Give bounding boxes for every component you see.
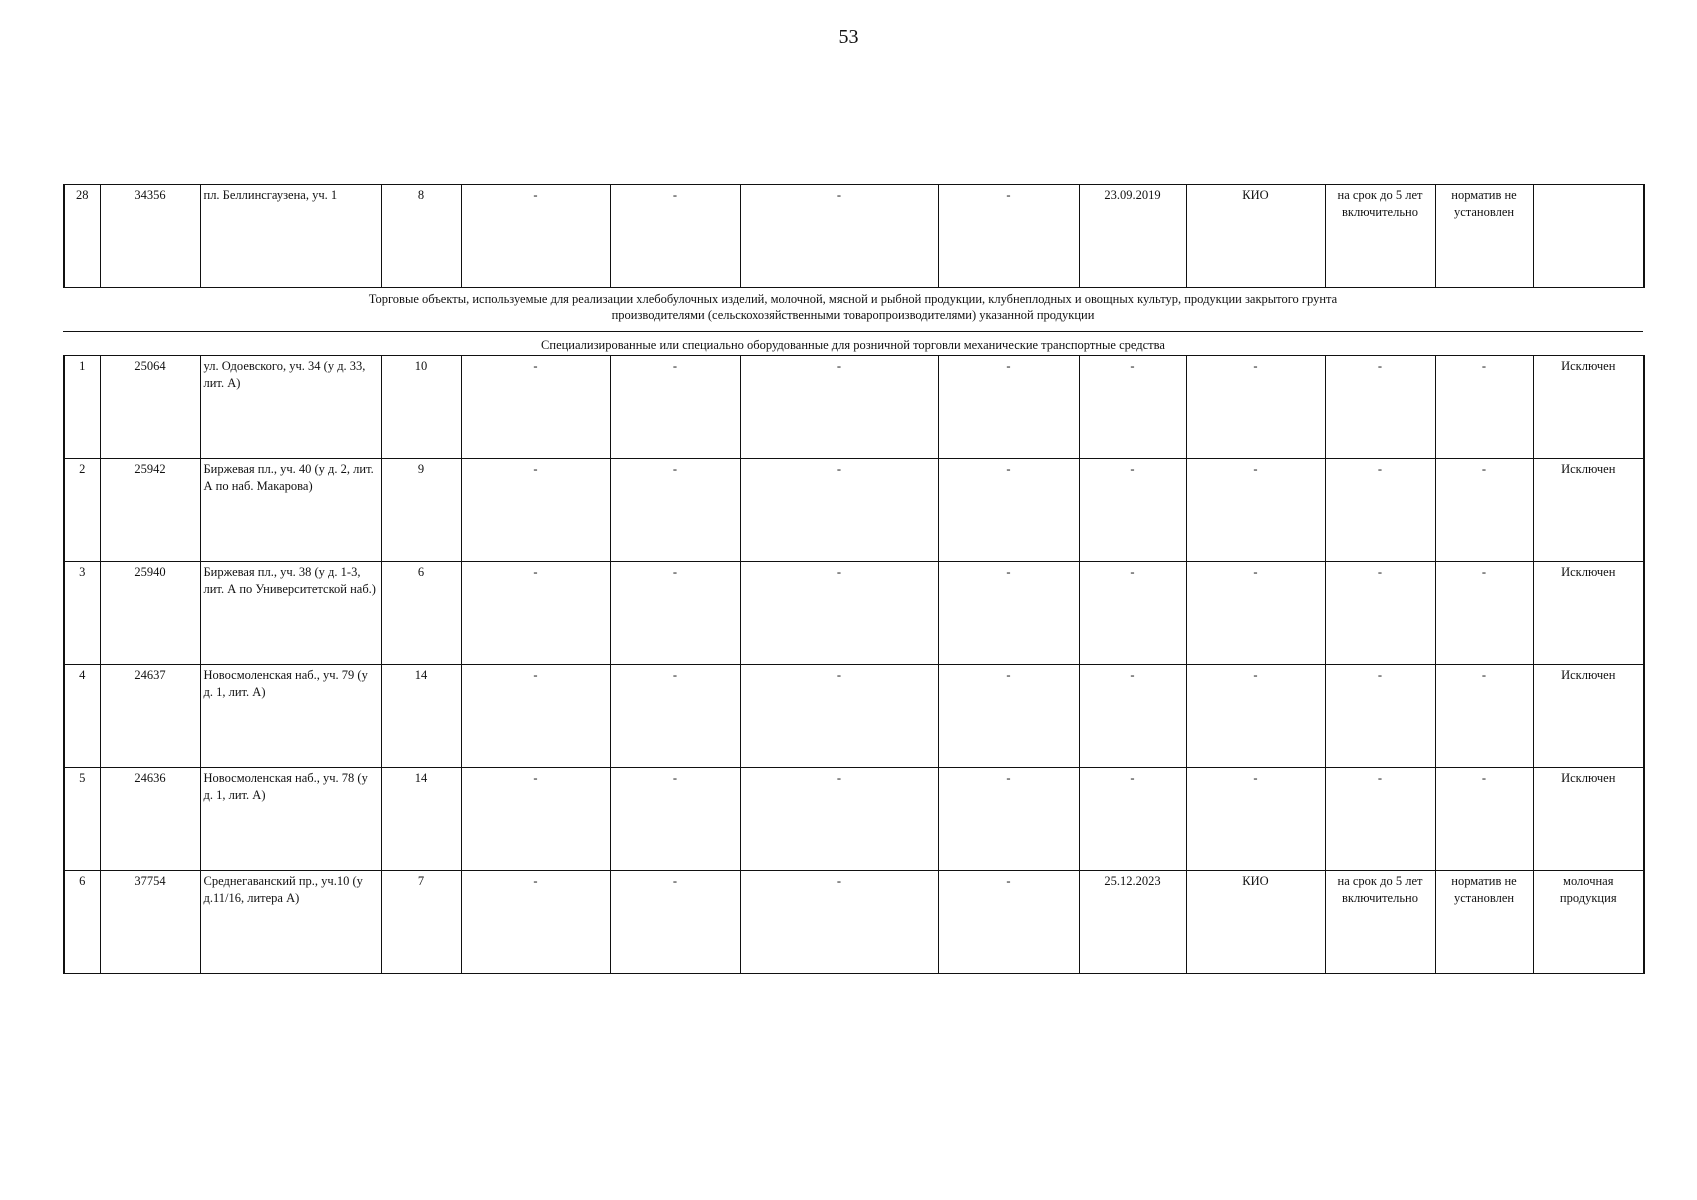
cell-norm: - bbox=[1435, 562, 1533, 665]
cell-col-8: - bbox=[938, 665, 1079, 768]
cell-area: 14 bbox=[381, 768, 461, 871]
cell-col-6: - bbox=[610, 356, 740, 459]
cell-col-7: - bbox=[740, 562, 938, 665]
cell-col-6: - bbox=[610, 562, 740, 665]
cell-col-6: - bbox=[610, 185, 740, 288]
cell-address: Новосмоленская наб., уч. 79 (у д. 1, лит. А) bbox=[200, 665, 381, 768]
cell-norm: норматив не установлен bbox=[1435, 871, 1533, 974]
cell-date: - bbox=[1079, 356, 1186, 459]
cell-object-id: 25942 bbox=[100, 459, 200, 562]
cell-col-6: - bbox=[610, 459, 740, 562]
cell-col-8: - bbox=[938, 562, 1079, 665]
table-row bbox=[64, 871, 1644, 974]
cell-area: 10 bbox=[381, 356, 461, 459]
cell-object-id: 24636 bbox=[100, 768, 200, 871]
cell-date: - bbox=[1079, 562, 1186, 665]
cell-date: 25.12.2023 bbox=[1079, 871, 1186, 974]
cell-date: - bbox=[1079, 768, 1186, 871]
cell-date: - bbox=[1079, 665, 1186, 768]
cell-object-id: 25064 bbox=[100, 356, 200, 459]
cell-row-number: 1 bbox=[64, 356, 100, 459]
cell-organ: - bbox=[1186, 459, 1325, 562]
cell-row-number: 3 bbox=[64, 562, 100, 665]
cell-col-6: - bbox=[610, 665, 740, 768]
cell-organ: - bbox=[1186, 665, 1325, 768]
section-heading bbox=[63, 291, 1643, 323]
cell-organ: КИО bbox=[1186, 871, 1325, 974]
cell-area: 14 bbox=[381, 665, 461, 768]
cell-object-id: 34356 bbox=[100, 185, 200, 288]
cell-organ: - bbox=[1186, 356, 1325, 459]
cell-col-5: - bbox=[461, 768, 610, 871]
cell-object-id: 24637 bbox=[100, 665, 200, 768]
cell-date: - bbox=[1079, 459, 1186, 562]
cell-note: Исключен bbox=[1533, 562, 1644, 665]
cell-term: - bbox=[1325, 356, 1435, 459]
cell-col-5: - bbox=[461, 665, 610, 768]
cell-object-id: 25940 bbox=[100, 562, 200, 665]
cell-term: на срок до 5 лет включительно bbox=[1325, 871, 1435, 974]
cell-area: 7 bbox=[381, 871, 461, 974]
cell-term: - bbox=[1325, 665, 1435, 768]
cell-norm: - bbox=[1435, 459, 1533, 562]
table-row bbox=[64, 665, 1644, 768]
cell-address: Среднегаванский пр., уч.10 (у д.11/16, литера А) bbox=[200, 871, 381, 974]
cell-col-5: - bbox=[461, 185, 610, 288]
cell-object-id: 37754 bbox=[100, 871, 200, 974]
section-heading-line-2: производителями (сельскохозяйственными товаропроизводителями) указанной продукции bbox=[611, 308, 1095, 322]
cell-col-6: - bbox=[610, 871, 740, 974]
cell-row-number: 5 bbox=[64, 768, 100, 871]
cell-col-8: - bbox=[938, 356, 1079, 459]
cell-area: 9 bbox=[381, 459, 461, 562]
cell-date: 23.09.2019 bbox=[1079, 185, 1186, 288]
cell-address: ул. Одоевского, уч. 34 (у д. 33, лит. А) bbox=[200, 356, 381, 459]
table-row bbox=[64, 459, 1644, 562]
cell-term: - bbox=[1325, 562, 1435, 665]
cell-organ: - bbox=[1186, 768, 1325, 871]
cell-col-7: - bbox=[740, 185, 938, 288]
table-row bbox=[64, 185, 1644, 288]
subsection-heading: Специализированные или специально оборудованные для розничной торговли механические транспортные средства bbox=[541, 338, 1165, 352]
cell-area: 6 bbox=[381, 562, 461, 665]
cell-row-number: 2 bbox=[64, 459, 100, 562]
cell-col-5: - bbox=[461, 459, 610, 562]
cell-term: на срок до 5 лет включительно bbox=[1325, 185, 1435, 288]
section-divider bbox=[63, 331, 1643, 332]
cell-note: Исключен bbox=[1533, 356, 1644, 459]
cell-norm: - bbox=[1435, 356, 1533, 459]
cell-norm: - bbox=[1435, 768, 1533, 871]
table-row bbox=[64, 562, 1644, 665]
cell-note: Исключен bbox=[1533, 459, 1644, 562]
cell-note: Исключен bbox=[1533, 665, 1644, 768]
cell-note bbox=[1533, 185, 1644, 288]
cell-col-8: - bbox=[938, 185, 1079, 288]
table-row bbox=[64, 356, 1644, 459]
cell-col-7: - bbox=[740, 459, 938, 562]
cell-col-5: - bbox=[461, 562, 610, 665]
cell-col-8: - bbox=[938, 459, 1079, 562]
section-heading-line-1: Торговые объекты, используемые для реализации хлебобулочных изделий, молочной, мясной и рыбной продукции, клубнеплодных и овощных культур, продукции закрытого грунта bbox=[368, 292, 1338, 306]
cell-col-7: - bbox=[740, 356, 938, 459]
cell-address: Новосмоленская наб., уч. 78 (у д. 1, лит. А) bbox=[200, 768, 381, 871]
cell-address: Биржевая пл., уч. 40 (у д. 2, лит. А по наб. Макарова) bbox=[200, 459, 381, 562]
cell-col-5: - bbox=[461, 356, 610, 459]
cell-note: Исключен bbox=[1533, 768, 1644, 871]
cell-organ: КИО bbox=[1186, 185, 1325, 288]
cell-organ: - bbox=[1186, 562, 1325, 665]
cell-row-number: 4 bbox=[64, 665, 100, 768]
cell-col-6: - bbox=[610, 768, 740, 871]
cell-col-8: - bbox=[938, 768, 1079, 871]
table-row bbox=[64, 768, 1644, 871]
cell-col-7: - bbox=[740, 665, 938, 768]
cell-address: пл. Беллинсгаузена, уч. 1 bbox=[200, 185, 381, 288]
cell-row-number: 6 bbox=[64, 871, 100, 974]
main-table bbox=[63, 355, 1645, 974]
cell-col-7: - bbox=[740, 768, 938, 871]
cell-note: молочная продукция bbox=[1533, 871, 1644, 974]
page-number: 53 bbox=[838, 26, 859, 48]
cell-term: - bbox=[1325, 459, 1435, 562]
cell-norm: - bbox=[1435, 665, 1533, 768]
cell-row-number: 28 bbox=[64, 185, 100, 288]
cell-col-8: - bbox=[938, 871, 1079, 974]
cell-col-5: - bbox=[461, 871, 610, 974]
cell-norm: норматив не установлен bbox=[1435, 185, 1533, 288]
cell-address: Биржевая пл., уч. 38 (у д. 1-3, лит. А по Университетской наб.) bbox=[200, 562, 381, 665]
cell-area: 8 bbox=[381, 185, 461, 288]
top-table bbox=[63, 184, 1645, 288]
cell-term: - bbox=[1325, 768, 1435, 871]
cell-col-7: - bbox=[740, 871, 938, 974]
